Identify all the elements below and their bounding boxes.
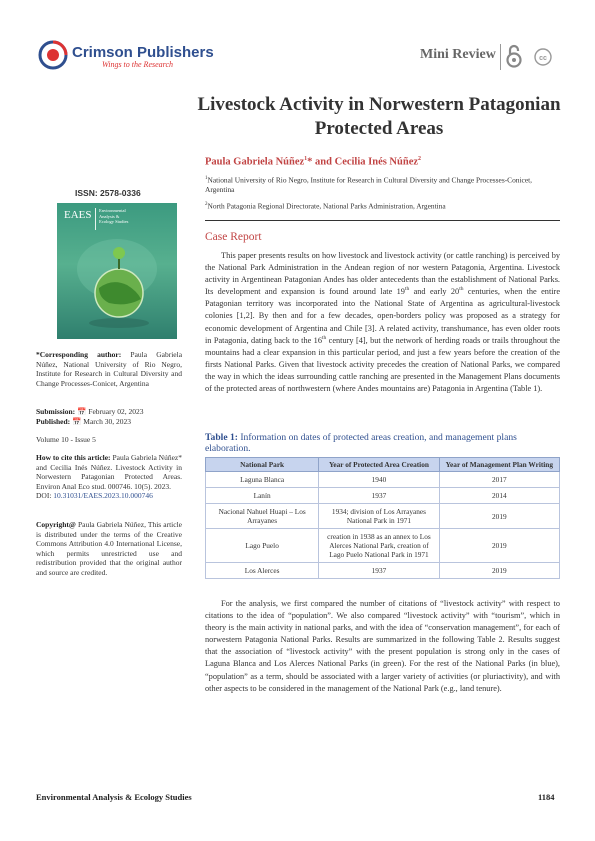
- footer-journal-name: Environmental Analysis & Ecology Studies: [36, 792, 192, 802]
- cc-label: cc: [539, 55, 547, 62]
- crimson-logo-icon: [38, 40, 68, 70]
- author-line: Paula Gabriela Núñez$^1$* and Cecilia Inés Núñez$^2$: [205, 156, 422, 168]
- table-header: National Park: [206, 458, 319, 472]
- table-row: Nacional Nahuel Huapi – Los Arrayanes 1934; division of Los Arrayanes National Park in 1971 2019: [206, 504, 560, 529]
- article-type: Mini Review: [420, 47, 496, 62]
- affiliation-1: $^1$National University of Rio Negro, Institute for Research in Cultural Diversity and Change Processes-Conicet, Argentina: [205, 175, 532, 194]
- cover-globe-icon: [57, 233, 177, 339]
- table-1-caption: Table 1: Information on dates of protected areas creation, and management plans elaboration.: [205, 432, 517, 454]
- header-divider: [500, 44, 501, 70]
- table-header: Year of Protected Area Creation: [319, 458, 439, 472]
- table-1: [205, 457, 560, 579]
- body-paragraph-2: For the analysis, we first compared the number of citations of “livestock activity” with respect to citations to the idea of “population”. We also compared “livestock activity” with “tourism”, which in theory is the main activity in national parks, and with the idea of “conservation management”, for each of norwestern Patagonia National Parks. Results are summarized in the following Table 2. Results suggest that the association of “livestock activity” with the present population is strong only in the cases of Laguna Blanca and Los Alerces National Parks (in green). For the rest of the National Parks (in blue), “population” as a term, should be associated with a larger variety of activities (or pluriactivity), and with other aspects to be considered in the management of the National Park (e.g., land tenure).: [205, 599, 560, 693]
- volume-issue: Volume 10 - Issue 5: [36, 435, 96, 444]
- table-row: Los Alerces 1937 2019: [206, 563, 560, 579]
- doi-link[interactable]: 10.31031/EAES.2023.10.000746: [53, 491, 153, 501]
- submission-date: Submission: 📅 February 02, 2023: [36, 407, 144, 416]
- author-1: Paula Gabriela Núñez: [205, 156, 305, 168]
- calendar-icon: 📅: [72, 417, 82, 426]
- corresponding-author: *Corresponding author: Paula Gabriela Núñez, National University of Rio Negro, Institute for Research in Cultural Diversity and Change Processes-Conicet, Argentina: [36, 350, 183, 388]
- copyright: Copyright@ Paula Gabriela Núñez, This article is distributed under the terms of the Creative Commons Attribution 4.0 International License, which permits unrestricted use and redistribution provided that the original author and source are credited.: [36, 520, 182, 577]
- article-title: Livestock Activity in Norwestern Patagonian Protected Areas: [197, 94, 561, 139]
- affiliation-divider: [205, 220, 560, 221]
- table-row: Laguna Blanca 1940 2017: [206, 472, 560, 488]
- publisher-tagline: Wings to the Research: [102, 60, 174, 69]
- publisher-name: Crimson Publishers: [72, 44, 214, 61]
- section-heading: Case Report: [205, 231, 262, 243]
- table-row: Lago Puelo creation in 1938 as an annex to Los Alerces National Park, creation of Lago Puelo National Park in 1971 2019: [206, 529, 560, 563]
- issn: ISSN: 2578-0336: [75, 188, 141, 198]
- table-header-row: [206, 458, 560, 472]
- creative-commons-icon: [534, 48, 552, 66]
- open-access-icon: [506, 43, 522, 69]
- body-paragraph-1: This paper presents results on how livestock and livestock activity (or cattle ranching) is perceived by the National Park Administration in the Andean region of nor western Patagonia, Argentina. Livestock activity in Argentinean Patagonian Andes has older antecedents than the establishment of National Parks. Its development and expansion is found around late 19th and early 20th centuries, when the entire Patagonian territory was incorporated into the National State of Argentina as agricultural-livestock colonies [1,2]. By then and for a few decades, open-borders policy was proposed as a strategy for economic development of Argentina and Chile [3]. A related activity, transhumance, has even older roots in Patagonia, dating back to the 16th century [4], but the network of herding roads or trails throughout the mountains had a clear expansion in this particular period, and just a few years before the creation of the firsts National Parks. Given that livestock activity precedes the creation of National Parks, we compared the way in which the ideas surrounding cattle ranching are presented in the Management Plans documents of the protected areas of northwestern (where Andes mountains are) Patagonia in Argentina (Table 1).: [205, 251, 560, 394]
- affiliation-2: $^2$North Patagonia Regional Directorate, National Parks Administration, Argentina: [205, 201, 446, 211]
- journal-cover: [57, 203, 177, 339]
- calendar-icon: 📅: [77, 407, 87, 416]
- table-header: Year of Management Plan Writing: [439, 458, 559, 472]
- citation: How to cite this article: Paula Gabriela Núñez* and Cecilia Inés Núñez. Livestock Activity in Norwestern Patagonian Protected Areas. Environ Anal Eco stud. 000746. 10(5). 2023. DOI: 10.31031/EAES.2023.10.000746: [36, 453, 182, 501]
- author-2: Cecilia Inés Núñez: [334, 156, 419, 168]
- table-row: Lanín 1937 2014: [206, 488, 560, 504]
- cover-subtitle: Environmental Analysis & Ecology Studies: [99, 208, 129, 224]
- published-date: Published: 📅 March 30, 2023: [36, 417, 131, 426]
- page-number: 1184: [538, 792, 555, 802]
- cover-title: EAES: [64, 209, 92, 221]
